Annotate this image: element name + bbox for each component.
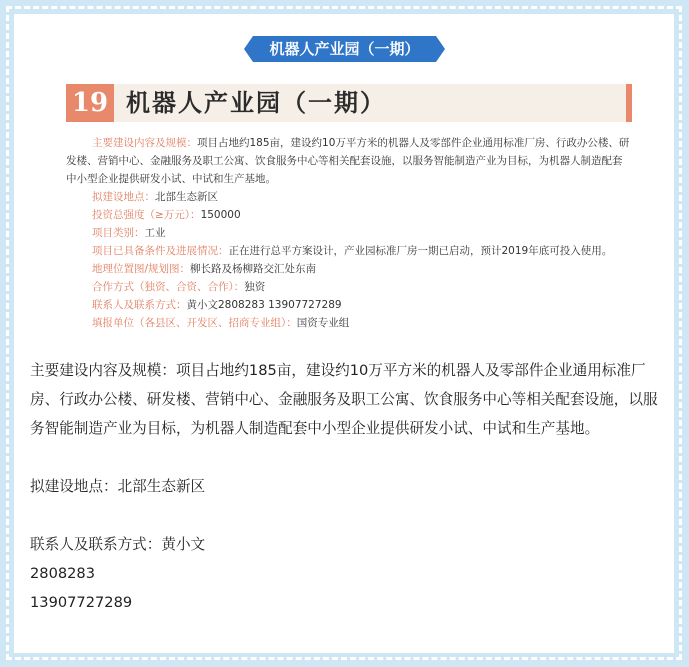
detail-progress (92, 242, 632, 260)
detail-value: 国资专业组 (296, 317, 350, 329)
detail-value: 黄小文2808283 13907727289 (186, 299, 342, 311)
article-body (30, 356, 662, 617)
detail-contact (92, 296, 632, 314)
project-title: 机器人产业园（一期） (126, 89, 386, 117)
banner-title: 机器人产业园（一期） (253, 36, 435, 62)
detail-label: 主要建设内容及规模： (92, 137, 197, 149)
section-banner (0, 36, 689, 62)
detail-cooperation (92, 278, 632, 296)
detail-label: 拟建设地点： (92, 191, 155, 203)
detail-value: 项目占地约185亩，建设约10万平方米的机器人及零部件企业通用标准厂房、行政办公楼、研发楼、营销中心、金融服务及职工公寓、饮食服务中心等相关配套设施，以服务智能制造产业为目标，为机器人制造配套中小型企业提供研发小试、中试和生产基地。 (66, 137, 630, 185)
detail-value: 柳长路及杨柳路交汇处东南 (190, 263, 317, 275)
detail-value: 工业 (144, 227, 166, 239)
detail-label: 合作方式（独资、合资、合作）： (92, 281, 245, 293)
detail-map (92, 260, 632, 278)
detail-value: 独资 (244, 281, 266, 293)
detail-label: 投资总强度（≥万元）： (92, 209, 201, 221)
detail-label: 项目类别： (92, 227, 145, 239)
detail-label: 项目已具备条件及进展情况： (92, 245, 229, 257)
detail-label: 地理位置图/规划图： (92, 263, 191, 275)
project-title-bar (66, 84, 632, 122)
project-card-image (44, 78, 644, 340)
detail-label: 联系人及联系方式： (92, 299, 187, 311)
detail-category (92, 224, 632, 242)
detail-location (92, 188, 632, 206)
project-details (66, 134, 632, 332)
detail-reporter (92, 314, 632, 332)
detail-value: 150000 (200, 209, 241, 221)
project-number: 19 (66, 84, 114, 122)
contact-mobile: 13907727289 (30, 594, 133, 611)
detail-scale (66, 134, 632, 188)
detail-value: 正在进行总平方案设计，产业园标准厂房一期已启动，预计2019年底可投入使用。 (228, 245, 613, 257)
contact-phone: 2808283 (30, 565, 95, 582)
detail-value: 北部生态新区 (155, 191, 218, 203)
detail-label: 填报单位（各县区、开发区、招商专业组）： (92, 317, 297, 329)
location-line: 拟建设地点：北部生态新区 (30, 478, 206, 495)
scale-paragraph: 主要建设内容及规模：项目占地约185亩，建设约10万平方米的机器人及零部件企业通用标准厂房、行政办公楼、研发楼、营销中心、金融服务及职工公寓、饮食服务中心等相关配套设施，以服务智能制造产业为目标，为机器人制造配套中小型企业提供研发小试、中试和生产基地。 (30, 362, 658, 437)
contact-label: 联系人及联系方式：黄小文 (30, 536, 206, 553)
detail-investment (92, 206, 632, 224)
